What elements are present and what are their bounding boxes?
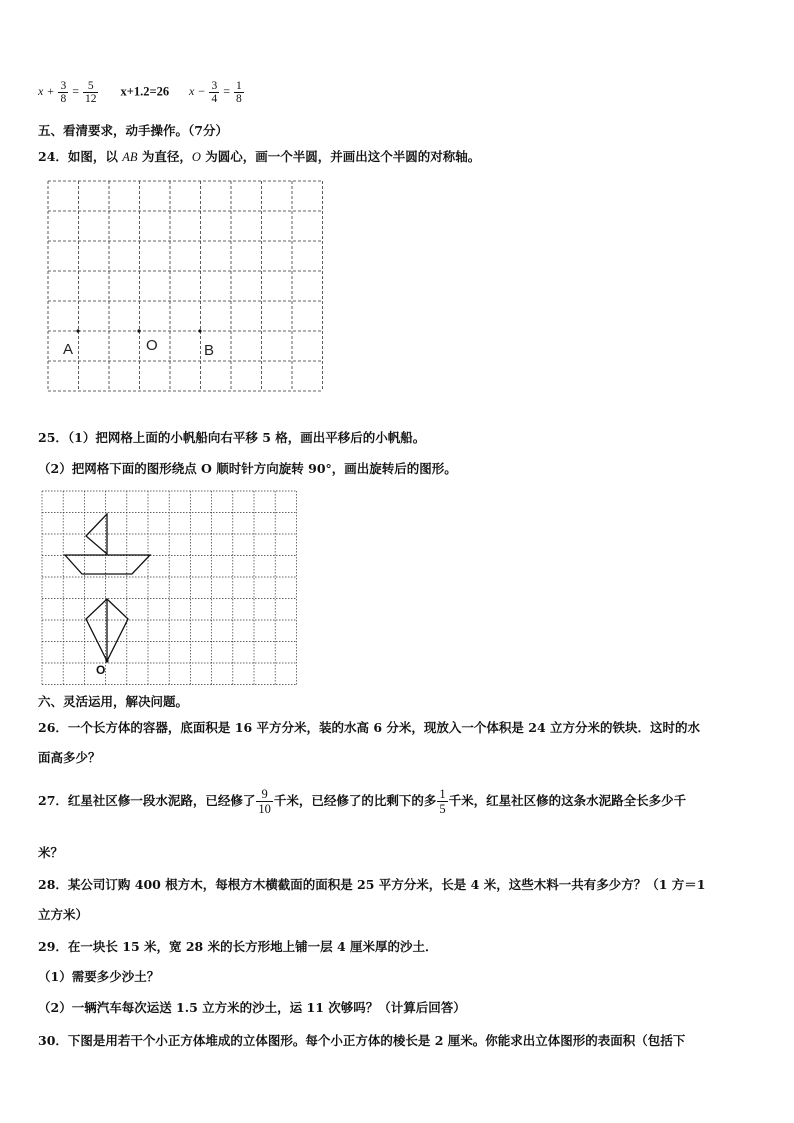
q27-pre: 27．红星社区修一段水泥路，已经修了	[38, 793, 256, 808]
question-29: 29．在一块长 15 米，宽 28 米的长方形地上铺一层 4 厘米厚的沙土．	[38, 939, 438, 954]
question-26-line-1: 26．一个长方体的容器，底面积是 16 平方分米，装的水高 6 分米，现放入一个体积是 24 立方分米的铁块．这时的水	[38, 720, 700, 735]
label-o-rotation: O	[96, 663, 106, 677]
equations-line	[38, 80, 245, 105]
eq1-result-fraction	[83, 80, 99, 105]
eq1-lhs: x +	[38, 84, 58, 99]
eq3-result-fraction	[234, 80, 244, 105]
q24-mid: 为直径，	[137, 149, 192, 164]
eq1-num: 3	[60, 80, 67, 92]
eq3-den: 4	[211, 93, 218, 105]
section-6-heading: 六、灵活运用，解决问题。	[38, 694, 189, 709]
q27-num-2: 1	[439, 787, 446, 801]
point-o	[137, 329, 140, 332]
eq3-rnum: 1	[236, 80, 242, 92]
q24-o: O	[191, 150, 201, 164]
question-28-line-1: 28．某公司订购 400 根方木，每根方木横截面的面积是 25 平方分米，长是 4 米，这些木料一共有多少方？（1 方＝1	[38, 877, 706, 892]
label-b: B	[204, 342, 215, 359]
eq1-equals: =	[69, 84, 82, 99]
point-a	[76, 329, 79, 332]
question-29-part-1: （1）需要多少沙土？	[38, 969, 160, 984]
eq3-lhs: x −	[189, 84, 209, 99]
eq3-fraction	[209, 80, 219, 105]
q24-post: 为圆心，画一个半圆，并画出这个半圆的对称轴。	[200, 149, 481, 164]
eq3-equals: =	[220, 84, 234, 99]
eq3-rden: 8	[236, 93, 242, 105]
q27-fraction-1	[256, 787, 273, 816]
section-5-heading: 五、看清要求，动手操作。（7分）	[38, 123, 228, 138]
equation-2: x+1.2=26	[120, 84, 170, 99]
q27-fraction-2	[437, 787, 447, 816]
kite-shape	[86, 599, 128, 661]
question-30: 30．下图是用若干个小正方体堆成的立体图形。每个小正方体的棱长是 2 厘米。你能求出立体图形的表面积（包括下	[38, 1033, 686, 1048]
question-28-line-2: 立方米）	[38, 907, 89, 922]
question-25-part-2: （2）把网格下面的图形绕点 O 顺时针方向旋转 90°，画出旋转后的图形。	[38, 461, 457, 476]
question-24	[38, 147, 480, 165]
eq1-fraction	[58, 80, 68, 105]
question-27-line-2: 米？	[38, 845, 64, 860]
equation-1	[38, 80, 102, 105]
sailboat-shape	[65, 514, 150, 574]
eq3-num: 3	[211, 80, 218, 92]
question-29-part-2: （2）一辆汽车每次运送 1.5 立方米的沙土，运 11 次够吗？（计算后回答）	[38, 1000, 466, 1015]
question-25-part-1: 25．（1）把网格上面的小帆船向右平移 5 格，画出平移后的小帆船。	[38, 430, 426, 445]
question-26-line-2: 面高多少？	[38, 750, 101, 765]
q27-den-1: 10	[258, 802, 271, 816]
semicircle-grid	[46, 178, 326, 398]
q24-pre: 24．如图，以	[38, 149, 123, 164]
eq1-rden: 12	[84, 93, 97, 105]
question-27	[38, 787, 686, 816]
q27-post: 千米，红星社区修的这条水泥路全长多少千	[448, 793, 687, 808]
q27-den-2: 5	[439, 802, 446, 816]
label-o: O	[146, 337, 158, 354]
eq1-rnum: 5	[83, 80, 99, 93]
q27-mid: 千米，已经修了的比剩下的多	[273, 793, 437, 808]
point-o-rotation	[105, 659, 108, 662]
q24-ab: AB	[122, 150, 138, 164]
eq1-den: 8	[60, 93, 67, 105]
point-b	[198, 329, 201, 332]
label-a: A	[63, 341, 74, 358]
boat-kite-grid	[40, 488, 305, 688]
equation-3	[189, 80, 245, 105]
sailboat-hull	[65, 555, 150, 574]
q27-num-1: 9	[256, 787, 273, 802]
